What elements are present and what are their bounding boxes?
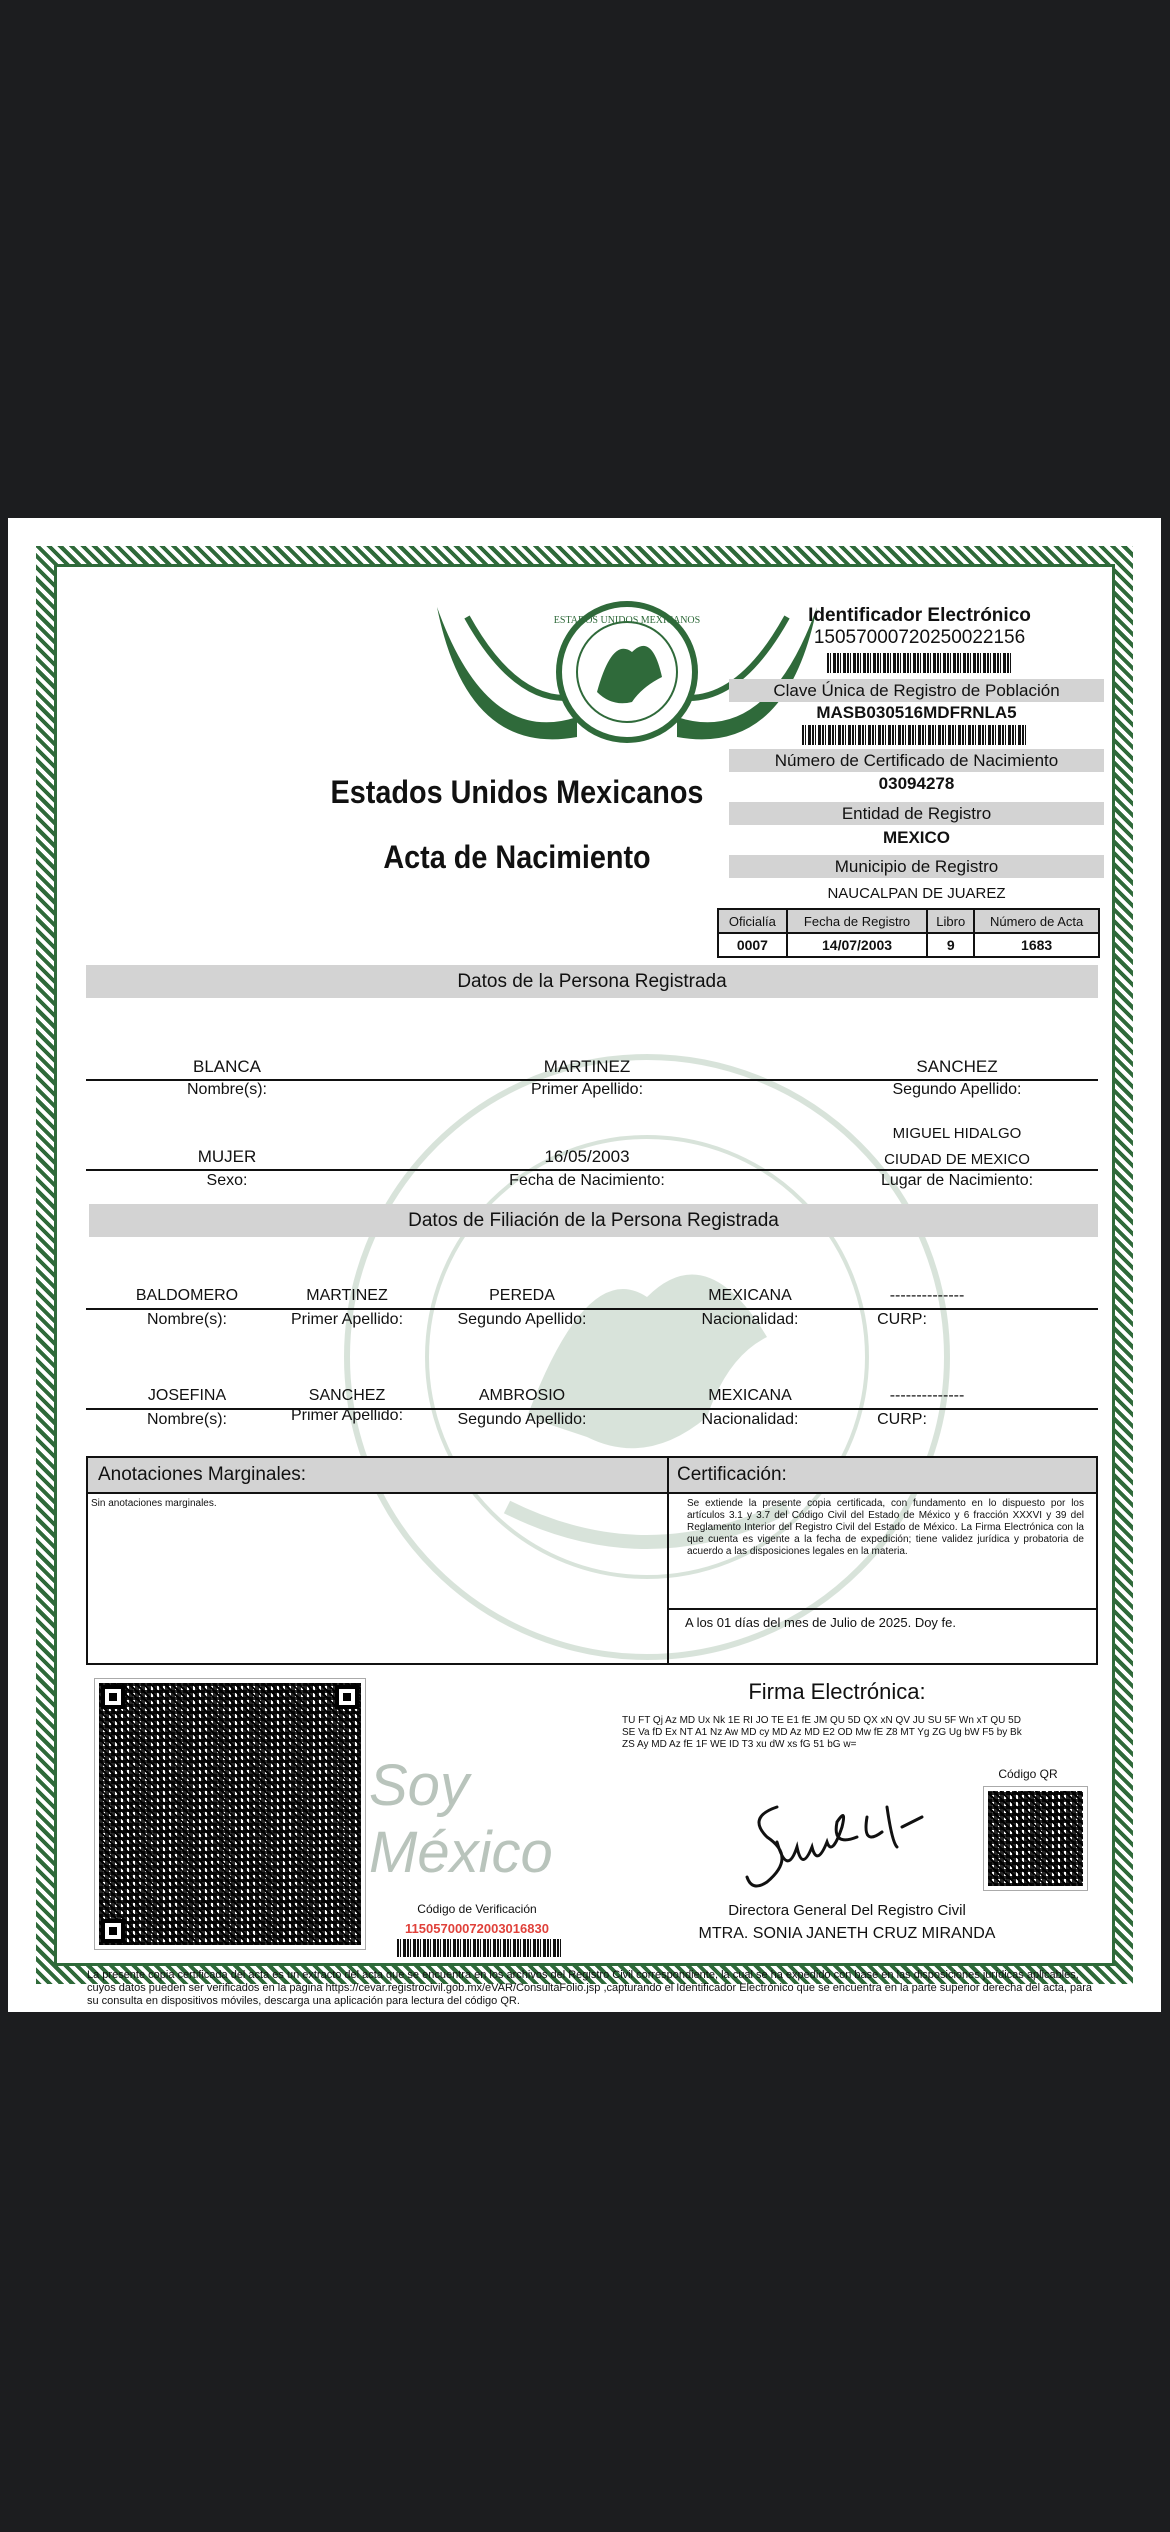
firma-title: Firma Electrónica: xyxy=(748,1679,926,1704)
country-title: Estados Unidos Mexicanos xyxy=(330,774,704,810)
madre-primer-apellido: SANCHEZ xyxy=(308,1387,386,1404)
electronic-id-value: 15057000720250022156 xyxy=(813,627,1026,648)
verification-code: 11505700072003016830 xyxy=(405,1921,549,1936)
fecha-registro-header: Fecha de Registro xyxy=(787,909,927,933)
padre-nacionalidad-label: Nacionalidad: xyxy=(701,1311,799,1328)
curp-barcode xyxy=(802,725,1028,745)
firma-nombre: MTRA. SONIA JANETH CRUZ MIRANDA xyxy=(698,1925,996,1942)
fecha-registro-value: 14/07/2003 xyxy=(787,933,927,957)
padre-primer-apellido-label: Primer Apellido: xyxy=(290,1311,404,1328)
persona-segundo-apellido-label: Segundo Apellido: xyxy=(892,1081,1022,1098)
lugar-line-2: CIUDAD DE MEXICO xyxy=(884,1151,1030,1168)
madre-segundo-apellido: AMBROSIO xyxy=(478,1387,566,1404)
curp-label: Clave Única de Registro de Población xyxy=(729,679,1104,702)
padre-primer-apellido: MARTINEZ xyxy=(306,1287,388,1304)
numero-acta-header: Número de Acta xyxy=(974,909,1099,933)
large-qr-code xyxy=(95,1679,365,1949)
persona-fecha-nacimiento-label: Fecha de Nacimiento: xyxy=(509,1172,665,1189)
certificacion-fecha: A los 01 días del mes de Julio de 2025. Doy fe. xyxy=(669,1608,1096,1635)
madre-nombre: JOSEFINA xyxy=(147,1387,227,1404)
anotaciones-text: Sin anotaciones marginales. xyxy=(91,1498,217,1509)
persona-section-title: Datos de la Persona Registrada xyxy=(86,965,1098,998)
padre-segundo-apellido: PEREDA xyxy=(489,1287,555,1304)
curp-value: MASB030516MDFRNLA5 xyxy=(816,703,1017,722)
small-qr-code xyxy=(984,1787,1087,1890)
certificate-number-label: Número de Certificado de Nacimiento xyxy=(729,749,1104,772)
entidad-label: Entidad de Registro xyxy=(729,802,1104,825)
municipio-label: Municipio de Registro xyxy=(729,855,1104,878)
municipio-value: NAUCALPAN DE JUAREZ xyxy=(827,885,1006,902)
padre-nombre-label: Nombre(s): xyxy=(146,1311,227,1328)
padre-curp-label: CURP: xyxy=(877,1311,927,1328)
madre-segundo-apellido-label: Segundo Apellido: xyxy=(457,1411,587,1428)
firma-hash: TU FT Qj Az MD Ux Nk 1E RI JO TE E1 fE JM QU 5D QX xN QV JU SU 5F Wn xT QU 5D SE Va fD Ex NT A1 Nz Aw MD cy MD Az MD E2 OD Mw fE Z8 MT Yg ZG Ug bW F5 by Bk ZS Ay MD Az fE 1F WE ID T3 xu dW xs fG 51 bG w= xyxy=(622,1715,1022,1750)
persona-primer-apellido: MARTINEZ xyxy=(543,1057,631,1076)
footer-text: La presente copia certificada del acta es un extracto del acta que se encuentra en los archivos del Registro Civil correspondiente, la cual se ha expedido con base en las disposiciones jurídicas aplicables, cuyos datos pueden ser verificados en la página https://cevar.registrocivil.gob.mx/eVAR/ConsultaFolio.jsp ,capturando el Identificador Electrónico que se encuentra en la parte superior derecha del acta, para su consulta en dispositivos móviles, descarga una aplicación para lectura del código QR. xyxy=(87,1969,1093,2007)
firma-cargo: Directora General Del Registro Civil xyxy=(728,1902,966,1919)
madre-primer-apellido-label: Primer Apellido: xyxy=(290,1407,404,1424)
divider xyxy=(86,1308,1098,1310)
registration-table xyxy=(717,908,1100,958)
padre-segundo-apellido-label: Segundo Apellido: xyxy=(457,1311,587,1328)
anotaciones-title: Anotaciones Marginales: xyxy=(88,1458,667,1494)
certificacion-box xyxy=(667,1456,1098,1665)
signature-icon xyxy=(737,1787,937,1897)
divider xyxy=(86,1408,1098,1410)
anotaciones-box xyxy=(86,1456,669,1665)
padre-curp: -------------- xyxy=(889,1287,965,1304)
verification-label: Código de Verificación xyxy=(417,1902,537,1916)
document-title: Acta de Nacimiento xyxy=(383,839,651,875)
small-qr-label: Código QR xyxy=(998,1767,1058,1781)
soy-mexico-brand: Soy México xyxy=(369,1753,553,1885)
seal-text: ESTADOS UNIDOS MEXICANOS xyxy=(553,615,701,626)
certificacion-title: Certificación: xyxy=(669,1458,1096,1494)
persona-sexo: MUJER xyxy=(197,1147,257,1166)
entidad-value: MEXICO xyxy=(882,828,951,847)
madre-nombre-label: Nombre(s): xyxy=(146,1411,227,1428)
divider xyxy=(86,1169,1098,1171)
filiacion-section-title: Datos de Filiación de la Persona Registrada xyxy=(89,1204,1098,1237)
persona-lugar-label: Lugar de Nacimiento: xyxy=(880,1172,1034,1189)
oficialia-value: 0007 xyxy=(718,933,787,957)
padre-nacionalidad: MEXICANA xyxy=(708,1287,792,1304)
lugar-line-1: MIGUEL HIDALGO xyxy=(892,1125,1022,1142)
certificate-number-value: 03094278 xyxy=(878,774,955,793)
persona-fecha-nacimiento: 16/05/2003 xyxy=(544,1147,630,1166)
certificacion-text: Se extiende la presente copia certificada, con fundamento en lo dispuesto por los artículos 3.1 y 3.7 del Código Civil del Estado de México y 6 fracción XXXVI y 39 del Reglamento Interior del Registro Civil del Estado de México. La Firma Electrónica con la que cuenta es vigente a la fecha de expedición; tiene validez jurídica y probatoria de acuerdo a las disposiciones legales en la materia. xyxy=(687,1498,1084,1557)
persona-nombre: BLANCA xyxy=(192,1057,262,1076)
madre-curp-label: CURP: xyxy=(877,1411,927,1428)
padre-nombre: BALDOMERO xyxy=(135,1287,239,1304)
libro-header: Libro xyxy=(927,909,974,933)
numero-acta-value: 1683 xyxy=(974,933,1099,957)
persona-nombre-label: Nombre(s): xyxy=(186,1081,267,1098)
madre-nacionalidad: MEXICANA xyxy=(708,1387,792,1404)
electronic-id-label: Identificador Electrónico xyxy=(808,605,1031,626)
libro-value: 9 xyxy=(927,933,974,957)
document-body xyxy=(54,564,1115,2007)
persona-segundo-apellido: SANCHEZ xyxy=(916,1057,998,1076)
electronic-id-barcode xyxy=(827,653,1013,673)
persona-primer-apellido-label: Primer Apellido: xyxy=(530,1081,644,1098)
madre-curp: -------------- xyxy=(889,1387,965,1404)
document-sheet xyxy=(8,518,1161,2012)
madre-nacionalidad-label: Nacionalidad: xyxy=(701,1411,799,1428)
verification-barcode xyxy=(397,1939,561,1957)
persona-sexo-label: Sexo: xyxy=(206,1172,248,1189)
oficialia-header: Oficialía xyxy=(718,909,787,933)
